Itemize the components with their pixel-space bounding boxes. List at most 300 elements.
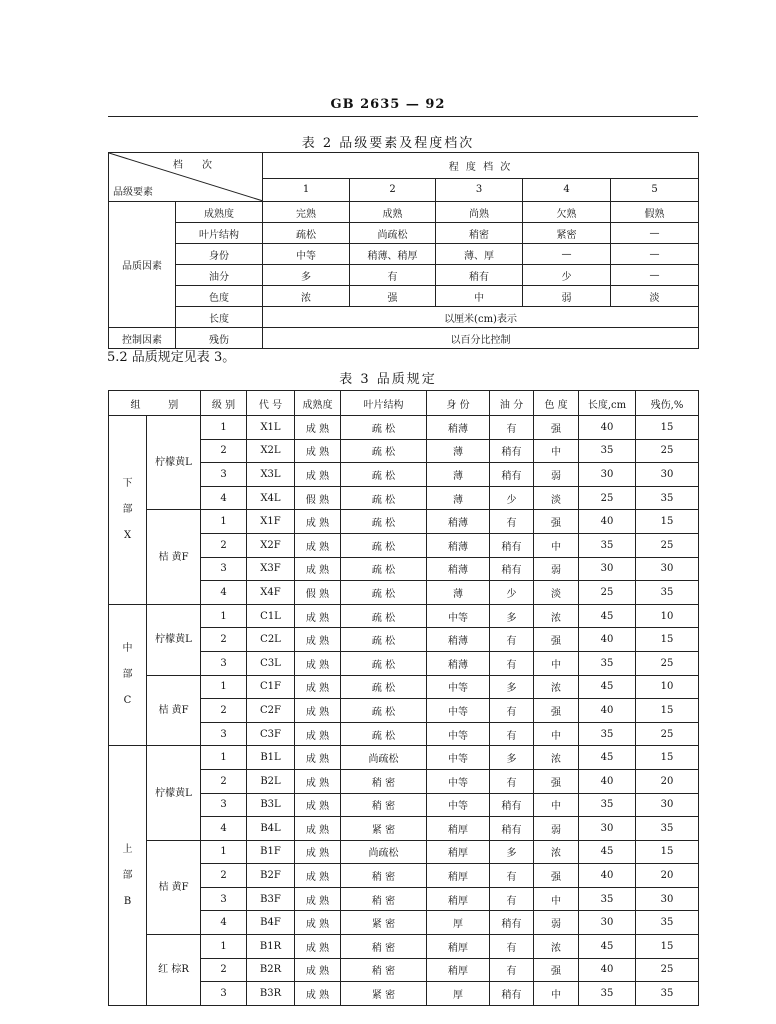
table3-row (109, 840, 699, 864)
level-value-cell: 稍有 (436, 265, 523, 286)
column-header-cell: 别 (147, 391, 201, 416)
grade-value-cell: 1 (201, 416, 247, 440)
grade-value-cell: 15 (636, 935, 699, 959)
color-group-cell: 柠檬黄L (147, 416, 201, 510)
grade-value-cell: 浓 (534, 840, 579, 864)
grade-value-cell: 疏 松 (341, 416, 427, 440)
grade-value-cell: 40 (579, 416, 636, 440)
table2-row (109, 202, 699, 223)
grade-value-cell: 2 (201, 439, 247, 463)
grade-value-cell: 紧 密 (341, 911, 427, 935)
grade-value-cell: 成 熟 (295, 416, 341, 440)
grade-value-cell: 成 熟 (295, 935, 341, 959)
grade-value-cell: 成 熟 (295, 793, 341, 817)
position-group-cell: 下部X (109, 416, 147, 605)
color-group-cell: 桔 黄F (147, 840, 201, 934)
table3-row (109, 510, 699, 534)
column-header-cell: 残伤,% (636, 391, 699, 416)
degree-header: 程 度 档 次 (263, 153, 699, 179)
level-value-cell: 假熟 (611, 202, 699, 223)
grade-value-cell: 成 熟 (295, 840, 341, 864)
grade-value-cell: 稍有 (490, 793, 534, 817)
grade-value-cell: 有 (490, 769, 534, 793)
grade-value-cell: 强 (534, 416, 579, 440)
level-value-cell: 淡 (611, 286, 699, 307)
grade-value-cell: 疏 松 (341, 439, 427, 463)
grade-value-cell: 薄 (427, 581, 490, 605)
grade-value-cell: X1F (247, 510, 295, 534)
level-value-cell: 欠熟 (523, 202, 611, 223)
grade-value-cell: 成 熟 (295, 510, 341, 534)
grade-value-cell: 稍 密 (341, 887, 427, 911)
grade-value-cell: 中 (534, 982, 579, 1006)
grade-value-cell: 浓 (534, 675, 579, 699)
grade-value-cell: 15 (636, 628, 699, 652)
grade-value-cell: 35 (579, 793, 636, 817)
level-value-cell: 尚熟 (436, 202, 523, 223)
grade-value-cell: 多 (490, 840, 534, 864)
grade-value-cell: 30 (579, 463, 636, 487)
level-header-cell: 5 (611, 178, 699, 201)
table3-row (109, 675, 699, 699)
factor-name-cell: 身份 (176, 244, 263, 265)
grade-value-cell: B1R (247, 935, 295, 959)
table2-row (109, 223, 699, 244)
grade-value-cell: 2 (201, 628, 247, 652)
grade-value-cell: 成 熟 (295, 769, 341, 793)
table3-body (109, 416, 699, 1006)
grade-value-cell: B2R (247, 958, 295, 982)
grade-value-cell: B1L (247, 746, 295, 770)
table2-row (109, 265, 699, 286)
color-group-cell: 柠檬黄L (147, 604, 201, 675)
grade-value-cell: 10 (636, 604, 699, 628)
grade-value-cell: C2F (247, 699, 295, 723)
grade-value-cell: 强 (534, 699, 579, 723)
grade-value-cell: 25 (636, 439, 699, 463)
grade-value-cell: 1 (201, 510, 247, 534)
grade-value-cell: X1L (247, 416, 295, 440)
grade-value-cell: 稍 密 (341, 864, 427, 888)
grade-value-cell: 疏 松 (341, 675, 427, 699)
table3-quality-rules (108, 390, 699, 1006)
grade-value-cell: 淡 (534, 581, 579, 605)
grade-value-cell: 35 (579, 651, 636, 675)
level-value-cell: 少 (523, 265, 611, 286)
grade-value-cell: 稍有 (490, 982, 534, 1006)
grade-value-cell: 强 (534, 628, 579, 652)
table3-row (109, 746, 699, 770)
grade-value-cell: B3R (247, 982, 295, 1006)
factor-name-cell: 残伤 (176, 328, 263, 349)
grade-value-cell: 35 (636, 486, 699, 510)
grade-value-cell: C1F (247, 675, 295, 699)
grade-value-cell: 35 (636, 911, 699, 935)
level-value-cell: — (611, 244, 699, 265)
table2-row (109, 286, 699, 307)
grade-value-cell: 3 (201, 651, 247, 675)
grade-value-cell: 3 (201, 463, 247, 487)
grade-value-cell: 40 (579, 864, 636, 888)
grade-value-cell: 尚疏松 (341, 746, 427, 770)
grade-value-cell: 45 (579, 840, 636, 864)
grade-value-cell: 薄 (427, 463, 490, 487)
grade-value-cell: 30 (636, 887, 699, 911)
grade-value-cell: X2L (247, 439, 295, 463)
grade-value-cell: 40 (579, 699, 636, 723)
grade-value-cell: 成 熟 (295, 557, 341, 581)
grade-value-cell: 成 熟 (295, 817, 341, 841)
grade-value-cell: 强 (534, 510, 579, 534)
grade-value-cell: 中 (534, 439, 579, 463)
grade-value-cell: 弱 (534, 557, 579, 581)
column-header-cell: 油 分 (490, 391, 534, 416)
grade-value-cell: 紧 密 (341, 817, 427, 841)
grade-value-cell: 15 (636, 699, 699, 723)
standard-number: GB 2635 — 92 (330, 97, 446, 112)
grade-value-cell: 成 熟 (295, 533, 341, 557)
level-value-cell: 强 (350, 286, 436, 307)
grade-value-cell: 浓 (534, 746, 579, 770)
grade-value-cell: 中等 (427, 746, 490, 770)
grade-value-cell: 30 (579, 817, 636, 841)
grade-value-cell: 假 熟 (295, 581, 341, 605)
level-value-cell: 中等 (263, 244, 350, 265)
grade-value-cell: 4 (201, 581, 247, 605)
grade-value-cell: 稍有 (490, 817, 534, 841)
grade-value-cell: 有 (490, 699, 534, 723)
merged-value-cell: 以厘米(cm)表示 (263, 307, 699, 328)
grade-value-cell: 20 (636, 769, 699, 793)
level-value-cell: 浓 (263, 286, 350, 307)
group-label-control: 控制因素 (109, 328, 176, 349)
grade-value-cell: 稍厚 (427, 817, 490, 841)
table3-row (109, 416, 699, 440)
level-value-cell: 尚疏松 (350, 223, 436, 244)
grade-value-cell: 35 (636, 817, 699, 841)
grade-value-cell: 稍薄 (427, 533, 490, 557)
table3-caption: 表 3 品质规定 (339, 372, 437, 387)
grade-value-cell: 有 (490, 651, 534, 675)
grade-value-cell: 疏 松 (341, 628, 427, 652)
column-header-cell: 身 份 (427, 391, 490, 416)
color-group-cell: 桔 黄F (147, 510, 201, 604)
grade-value-cell: 2 (201, 533, 247, 557)
grade-value-cell: 3 (201, 982, 247, 1006)
level-value-cell: 成熟 (350, 202, 436, 223)
grade-value-cell: 有 (490, 416, 534, 440)
grade-value-cell: X4L (247, 486, 295, 510)
header-rule (108, 116, 698, 117)
grade-value-cell: 35 (636, 982, 699, 1006)
position-group-cell: 上部B (109, 746, 147, 1006)
grade-value-cell: 有 (490, 510, 534, 534)
grade-value-cell: 薄 (427, 439, 490, 463)
table2-body (109, 202, 699, 349)
level-value-cell: 疏松 (263, 223, 350, 244)
grade-value-cell: 疏 松 (341, 604, 427, 628)
grade-value-cell: 成 熟 (295, 864, 341, 888)
grade-value-cell: 稍厚 (427, 935, 490, 959)
grade-value-cell: 成 熟 (295, 604, 341, 628)
grade-value-cell: 稍厚 (427, 840, 490, 864)
grade-value-cell: 有 (490, 887, 534, 911)
grade-value-cell: C3L (247, 651, 295, 675)
grade-value-cell: 30 (579, 557, 636, 581)
grade-value-cell: 成 熟 (295, 746, 341, 770)
level-value-cell: 中 (436, 286, 523, 307)
table3-row (109, 604, 699, 628)
grade-value-cell: 薄 (427, 486, 490, 510)
grade-value-cell: 3 (201, 887, 247, 911)
grade-value-cell: 疏 松 (341, 722, 427, 746)
grade-value-cell: 15 (636, 510, 699, 534)
grade-value-cell: X4F (247, 581, 295, 605)
grade-value-cell: X3F (247, 557, 295, 581)
grade-value-cell: B3L (247, 793, 295, 817)
grade-value-cell: 中等 (427, 675, 490, 699)
grade-value-cell: 成 熟 (295, 722, 341, 746)
grade-value-cell: 1 (201, 746, 247, 770)
column-header-cell: 叶片结构 (341, 391, 427, 416)
level-value-cell: — (611, 265, 699, 286)
grade-value-cell: 少 (490, 581, 534, 605)
group-label-quality: 品质因素 (109, 202, 176, 328)
grade-value-cell: 20 (636, 864, 699, 888)
level-value-cell: — (611, 223, 699, 244)
grade-value-cell: 强 (534, 864, 579, 888)
grade-value-cell: 35 (579, 982, 636, 1006)
grade-value-cell: 多 (490, 746, 534, 770)
merged-value-cell: 以百分比控制 (263, 328, 699, 349)
grade-value-cell: 弱 (534, 911, 579, 935)
level-value-cell: 有 (350, 265, 436, 286)
grade-value-cell: 中 (534, 793, 579, 817)
grade-value-cell: 30 (636, 793, 699, 817)
grade-value-cell: 稍 密 (341, 935, 427, 959)
grade-value-cell: 紧 密 (341, 982, 427, 1006)
grade-value-cell: 2 (201, 769, 247, 793)
grade-value-cell: 疏 松 (341, 486, 427, 510)
grade-value-cell: 淡 (534, 486, 579, 510)
grade-value-cell: 成 熟 (295, 675, 341, 699)
level-value-cell: 薄、厚 (436, 244, 523, 265)
grade-value-cell: 稍厚 (427, 887, 490, 911)
grade-value-cell: C1L (247, 604, 295, 628)
grade-value-cell: 疏 松 (341, 533, 427, 557)
grade-value-cell: B4L (247, 817, 295, 841)
color-group-cell: 柠檬黄L (147, 746, 201, 840)
level-value-cell: — (523, 244, 611, 265)
grade-value-cell: B2F (247, 864, 295, 888)
grade-value-cell: 35 (579, 887, 636, 911)
grade-value-cell: 中等 (427, 604, 490, 628)
grade-value-cell: 厚 (427, 982, 490, 1006)
table2-caption: 表 2 品级要素及程度档次 (301, 136, 475, 151)
grade-value-cell: 假 熟 (295, 486, 341, 510)
grade-value-cell: 成 熟 (295, 628, 341, 652)
grade-value-cell: 1 (201, 840, 247, 864)
grade-value-cell: 有 (490, 864, 534, 888)
grade-value-cell: 强 (534, 769, 579, 793)
grade-value-cell: 35 (579, 439, 636, 463)
table2-grade-factors (108, 152, 699, 349)
grade-value-cell: 有 (490, 628, 534, 652)
grade-value-cell: 45 (579, 675, 636, 699)
grade-value-cell: 弱 (534, 463, 579, 487)
column-header-cell: 长度,cm (579, 391, 636, 416)
grade-value-cell: 稍有 (490, 533, 534, 557)
grade-value-cell: 25 (579, 486, 636, 510)
grade-value-cell: 中等 (427, 793, 490, 817)
factor-name-cell: 成熟度 (176, 202, 263, 223)
column-header-cell: 成熟度 (295, 391, 341, 416)
grade-value-cell: 25 (579, 581, 636, 605)
grade-value-cell: 成 熟 (295, 887, 341, 911)
grade-value-cell: 稍薄 (427, 628, 490, 652)
grade-value-cell: 15 (636, 746, 699, 770)
column-header-cell: 组 (109, 391, 147, 416)
grade-value-cell: 疏 松 (341, 463, 427, 487)
grade-value-cell: C3F (247, 722, 295, 746)
grade-value-cell: 稍薄 (427, 510, 490, 534)
corner-bottom-label: 品级要素 (113, 187, 153, 198)
column-header-cell: 级 别 (201, 391, 247, 416)
grade-value-cell: 成 熟 (295, 651, 341, 675)
table2-row (109, 244, 699, 265)
grade-value-cell: 45 (579, 604, 636, 628)
level-header-cell: 4 (523, 178, 611, 201)
grade-value-cell: 4 (201, 911, 247, 935)
grade-value-cell: 1 (201, 604, 247, 628)
grade-value-cell: 成 熟 (295, 958, 341, 982)
grade-value-cell: 30 (636, 557, 699, 581)
table2-row (109, 307, 699, 328)
grade-value-cell: 少 (490, 486, 534, 510)
grade-value-cell: 45 (579, 746, 636, 770)
grade-value-cell: 30 (636, 463, 699, 487)
grade-value-cell: 稍厚 (427, 864, 490, 888)
level-value-cell: 紧密 (523, 223, 611, 244)
factor-name-cell: 长度 (176, 307, 263, 328)
column-header-cell: 色 度 (534, 391, 579, 416)
grade-value-cell: 浓 (534, 935, 579, 959)
grade-value-cell: 1 (201, 935, 247, 959)
grade-value-cell: 成 熟 (295, 463, 341, 487)
factor-name-cell: 色度 (176, 286, 263, 307)
grade-value-cell: 中等 (427, 769, 490, 793)
grade-value-cell: 3 (201, 557, 247, 581)
grade-value-cell: C2L (247, 628, 295, 652)
level-value-cell: 弱 (523, 286, 611, 307)
grade-value-cell: 有 (490, 958, 534, 982)
grade-value-cell: 15 (636, 840, 699, 864)
grade-value-cell: 15 (636, 416, 699, 440)
color-group-cell: 桔 黄F (147, 675, 201, 746)
grade-value-cell: 稍 密 (341, 793, 427, 817)
grade-value-cell: 2 (201, 699, 247, 723)
grade-value-cell: 疏 松 (341, 699, 427, 723)
grade-value-cell: 稍 密 (341, 958, 427, 982)
grade-value-cell: 3 (201, 722, 247, 746)
table3-header-row (109, 391, 699, 416)
grade-value-cell: 中等 (427, 722, 490, 746)
grade-value-cell: B4F (247, 911, 295, 935)
grade-value-cell: 35 (636, 581, 699, 605)
grade-value-cell: 45 (579, 935, 636, 959)
color-group-cell: 红 棕R (147, 935, 201, 1006)
factor-name-cell: 叶片结构 (176, 223, 263, 244)
position-group-cell: 中部C (109, 604, 147, 746)
corner-top-label: 档 次 (172, 160, 220, 171)
grade-value-cell: B3F (247, 887, 295, 911)
grade-value-cell: 疏 松 (341, 510, 427, 534)
grade-value-cell: B1F (247, 840, 295, 864)
level-value-cell: 稍密 (436, 223, 523, 244)
grade-value-cell: 2 (201, 864, 247, 888)
grade-value-cell: 强 (534, 958, 579, 982)
grade-value-cell: 稍薄 (427, 416, 490, 440)
level-value-cell: 完熟 (263, 202, 350, 223)
grade-value-cell: 40 (579, 628, 636, 652)
table3-row (109, 935, 699, 959)
grade-value-cell: 多 (490, 675, 534, 699)
grade-value-cell: 浓 (534, 604, 579, 628)
table2-corner-cell (109, 153, 263, 202)
grade-value-cell: 1 (201, 675, 247, 699)
level-header-cell: 1 (263, 178, 350, 201)
grade-value-cell: 40 (579, 510, 636, 534)
grade-value-cell: 疏 松 (341, 651, 427, 675)
grade-value-cell: B2L (247, 769, 295, 793)
grade-value-cell: 30 (579, 911, 636, 935)
grade-value-cell: 稍厚 (427, 958, 490, 982)
grade-value-cell: 成 熟 (295, 439, 341, 463)
grade-value-cell: 35 (579, 722, 636, 746)
grade-value-cell: 25 (636, 651, 699, 675)
grade-value-cell: 25 (636, 533, 699, 557)
grade-value-cell: 25 (636, 958, 699, 982)
factor-name-cell: 油分 (176, 265, 263, 286)
level-value-cell: 多 (263, 265, 350, 286)
grade-value-cell: 中等 (427, 699, 490, 723)
grade-value-cell: 35 (579, 533, 636, 557)
grade-value-cell: 弱 (534, 817, 579, 841)
grade-value-cell: 稍有 (490, 911, 534, 935)
section-5-2: 5.2 品质规定见表 3。 (107, 350, 236, 365)
grade-value-cell: 稍薄 (427, 557, 490, 581)
grade-value-cell: 中 (534, 722, 579, 746)
grade-value-cell: 厚 (427, 911, 490, 935)
level-header-cell: 3 (436, 178, 523, 201)
grade-value-cell: 中 (534, 533, 579, 557)
grade-value-cell: 3 (201, 793, 247, 817)
level-header-cell: 2 (350, 178, 436, 201)
grade-value-cell: 中 (534, 887, 579, 911)
column-header-cell: 代 号 (247, 391, 295, 416)
grade-value-cell: 疏 松 (341, 557, 427, 581)
level-value-cell: 稍薄、稍厚 (350, 244, 436, 265)
grade-value-cell: 稍有 (490, 557, 534, 581)
grade-value-cell: 40 (579, 769, 636, 793)
grade-value-cell: 中 (534, 651, 579, 675)
grade-value-cell: 多 (490, 604, 534, 628)
grade-value-cell: X3L (247, 463, 295, 487)
grade-value-cell: 25 (636, 722, 699, 746)
grade-value-cell: 40 (579, 958, 636, 982)
grade-value-cell: 稍有 (490, 439, 534, 463)
grade-value-cell: X2F (247, 533, 295, 557)
